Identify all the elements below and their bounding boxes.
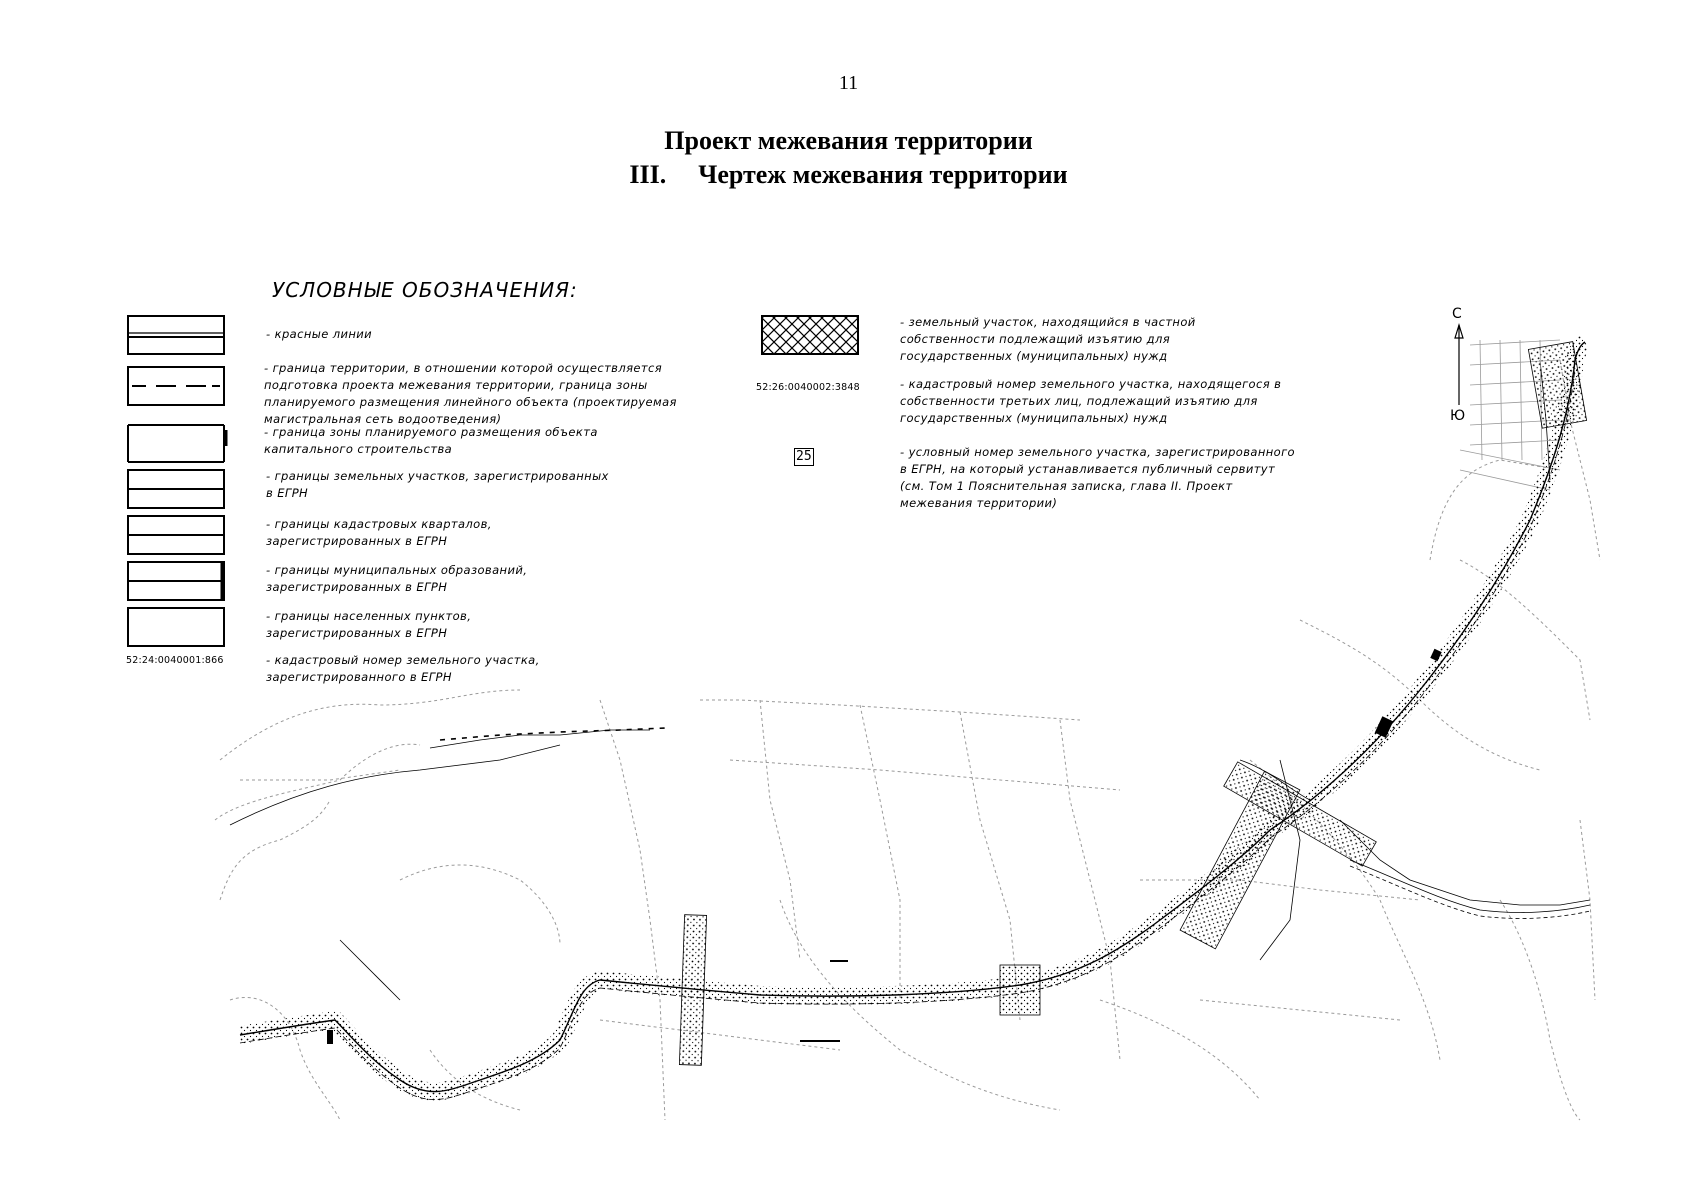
section-title-text: Чертеж межевания территории	[698, 160, 1068, 189]
red-lines-symbol	[128, 316, 224, 354]
north-arrow	[1455, 325, 1463, 405]
legend-code-third-party: 52:26:0040002:3848	[756, 382, 860, 393]
compass-south-label: Ю	[1450, 408, 1466, 424]
legend-code-cadastral: 52:24:0040001:866	[126, 655, 224, 666]
legend-code-servitude: 25	[796, 449, 812, 464]
legend-item-territory-boundary: - граница территории, в отношении которой осуществляется подготовка проекта межевания территории, граница зоны планируемого размещения линейного объекта (проектируемая магистральная сеть водоотведения)	[264, 361, 677, 426]
crosshatch-symbol	[762, 316, 858, 354]
compass-north-label: С	[1452, 306, 1462, 322]
legend-item-third-party-plot: - кадастровый номер земельного участка, находящегося в собственности третьих лиц, подлежащий изъятию для государственных (муниципальных) нужд	[900, 377, 1282, 425]
land-plot-boundary-symbol	[128, 470, 224, 508]
capital-construction-zone-symbol	[128, 425, 226, 462]
legend-item-cadastral-quarters: - границы кадастровых кварталов, зарегистрированных в ЕГРН	[266, 517, 492, 548]
legend-symbols-left	[128, 316, 226, 646]
legend-item-settlements: - границы населенных пунктов, зарегистрированных в ЕГРН	[266, 609, 472, 640]
legend-item-red-lines: - красные линии	[266, 327, 373, 341]
intersecting-road	[1350, 860, 1590, 918]
legend-item-construction-zone: - граница зоны планируемого размещения объекта капитального строительства	[264, 425, 598, 456]
legend-item-private-plot: - земельный участок, находящийся в частной собственности подлежащий изъятию для государственных (муниципальных) нужд	[900, 315, 1196, 363]
page-number: 11	[838, 72, 859, 94]
legend-item-municipal: - границы муниципальных образований, зарегистрированных в ЕГРН	[266, 563, 528, 594]
legend-item-land-plots: - границы земельных участков, зарегистрированных в ЕГРН	[266, 469, 609, 500]
section-number: III.	[629, 160, 667, 189]
highlighted-plots	[327, 649, 1442, 1044]
cadastral-quarter-symbol	[128, 516, 224, 554]
settlement-boundary-symbol	[128, 608, 224, 646]
document-title: Проект межевания территории	[664, 126, 1033, 155]
territory-boundary-symbol	[128, 367, 224, 405]
upper-dashed-road	[440, 728, 665, 740]
legend-title: УСЛОВНЫЕ ОБОЗНАЧЕНИЯ:	[272, 278, 578, 302]
legend-item-cadastral-number: - кадастровый номер земельного участка, зарегистрированного в ЕГРН	[266, 653, 540, 684]
legend-item-servitude: - условный номер земельного участка, зарегистрированного в ЕГРН, на который устанавливается публичный сервитут (см. Том 1 Пояснительная записка, глава II. Проект межевания территории)	[900, 445, 1295, 510]
municipal-boundary-symbol	[128, 562, 224, 600]
